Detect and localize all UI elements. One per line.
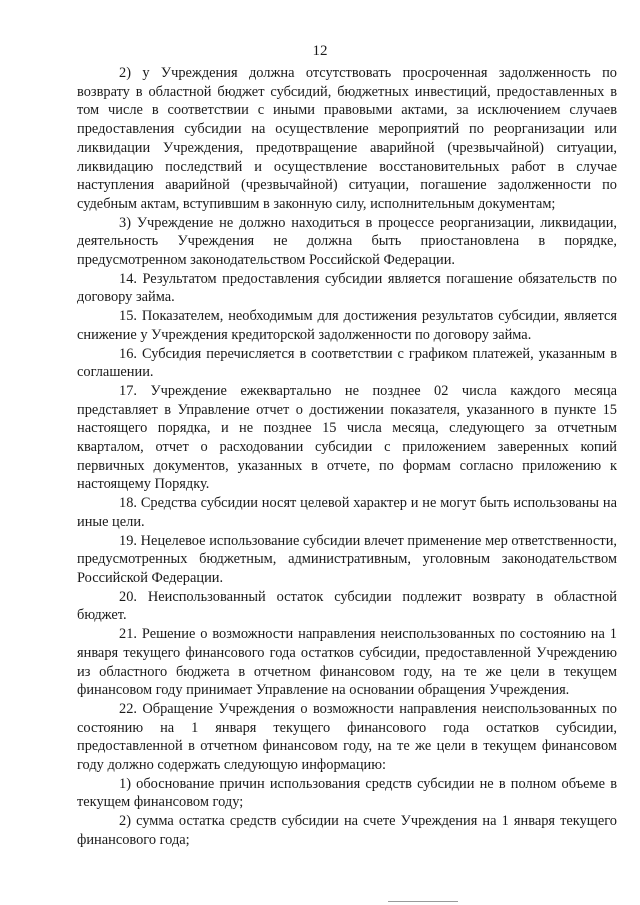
paragraph-18: 18. Средства субсидии носят целевой характер и не могут быть использованы на иные цели. xyxy=(77,495,617,530)
page-number: 12 xyxy=(312,43,328,59)
scan-artifact-line xyxy=(388,901,458,902)
paragraph-20: 20. Неиспользованный остаток субсидии подлежит возврату в областной бюджет. xyxy=(77,588,617,624)
paragraph-17: 17. Учреждение ежеквартально не позднее 02 числа каждого месяца представляет в Управление отчет о достижении показателя, указанного в пункте 15 настоящего порядка, и не позднее 15 числа месяца, следующего за отчетным кварталом, отчет о расходовании субсидии с приложением заверенных копий первичных документов, указанных в отчете, по формам согласно приложению к настоящему Порядку. xyxy=(77,382,617,493)
paragraph-14: 14. Результатом предоставления субсидии является погашение обязательств по договору займа. xyxy=(77,270,617,306)
paragraph-item-3: 3) Учреждение не должно находиться в процессе реорганизации, ликвидации, деятельность Учреждения не должна быть приостановлена в порядке, предусмотренном законодательством Российской Федерации. xyxy=(77,214,617,269)
paragraph-16: 16. Субсидия перечисляется в соответствии с графиком платежей, указанным в соглашении. xyxy=(77,345,617,381)
paragraph-22-item-2: 2) сумма остатка средств субсидии на счете Учреждения на 1 января текущего финансового года; xyxy=(77,813,617,848)
paragraph-22: 22. Обращение Учреждения о возможности направления неиспользованных по состоянию на 1 января текущего финансового года остатков субсидии, предоставленной в отчетном финансовом году, на те же цели в текущем финансовом году должно содержать следующую информацию: xyxy=(77,700,617,774)
paragraph-22-item-1: 1) обоснование причин использования средств субсидии не в полном объеме в текущем финансовом году; xyxy=(77,775,617,811)
paragraph-15: 15. Показателем, необходимым для достижения результатов субсидии, является снижение у Учреждения кредиторской задолженности по договору займа. xyxy=(77,308,617,343)
paragraph-19: 19. Нецелевое использование субсидии влечет применение мер ответственности, предусмотренных бюджетным, административным, уголовным законодательством Российской Федерации. xyxy=(77,532,617,586)
paragraph-item-2: 2) у Учреждения должна отсутствовать просроченная задолженность по возврату в областной бюджет субсидий, бюджетных инвестиций, предоставленных в том числе в соответствии с иными правовыми актами, за исключением случаев предоставления субсидии на осуществление мероприятий по реорганизации или ликвидации Учреждения, предотвращение аварийной (чрезвычайной) ситуации, ликвидацию последствий и осуществление восстановительных работ в случае наступления аварийной (чрезвычайной) ситуации, погашение задолженности по судебным актам, вступившим в законную силу, исполнительным документам; xyxy=(77,65,617,212)
document-body xyxy=(77,64,617,850)
paragraph-21: 21. Решение о возможности направления неиспользованных по состоянию на 1 января текущего финансового года остатков субсидии, предоставленной Учреждению из областного бюджета в отчетном финансовом году, на те же цели в текущем финансовом году принимает Управление на основании обращения Учреждения. xyxy=(77,626,617,699)
